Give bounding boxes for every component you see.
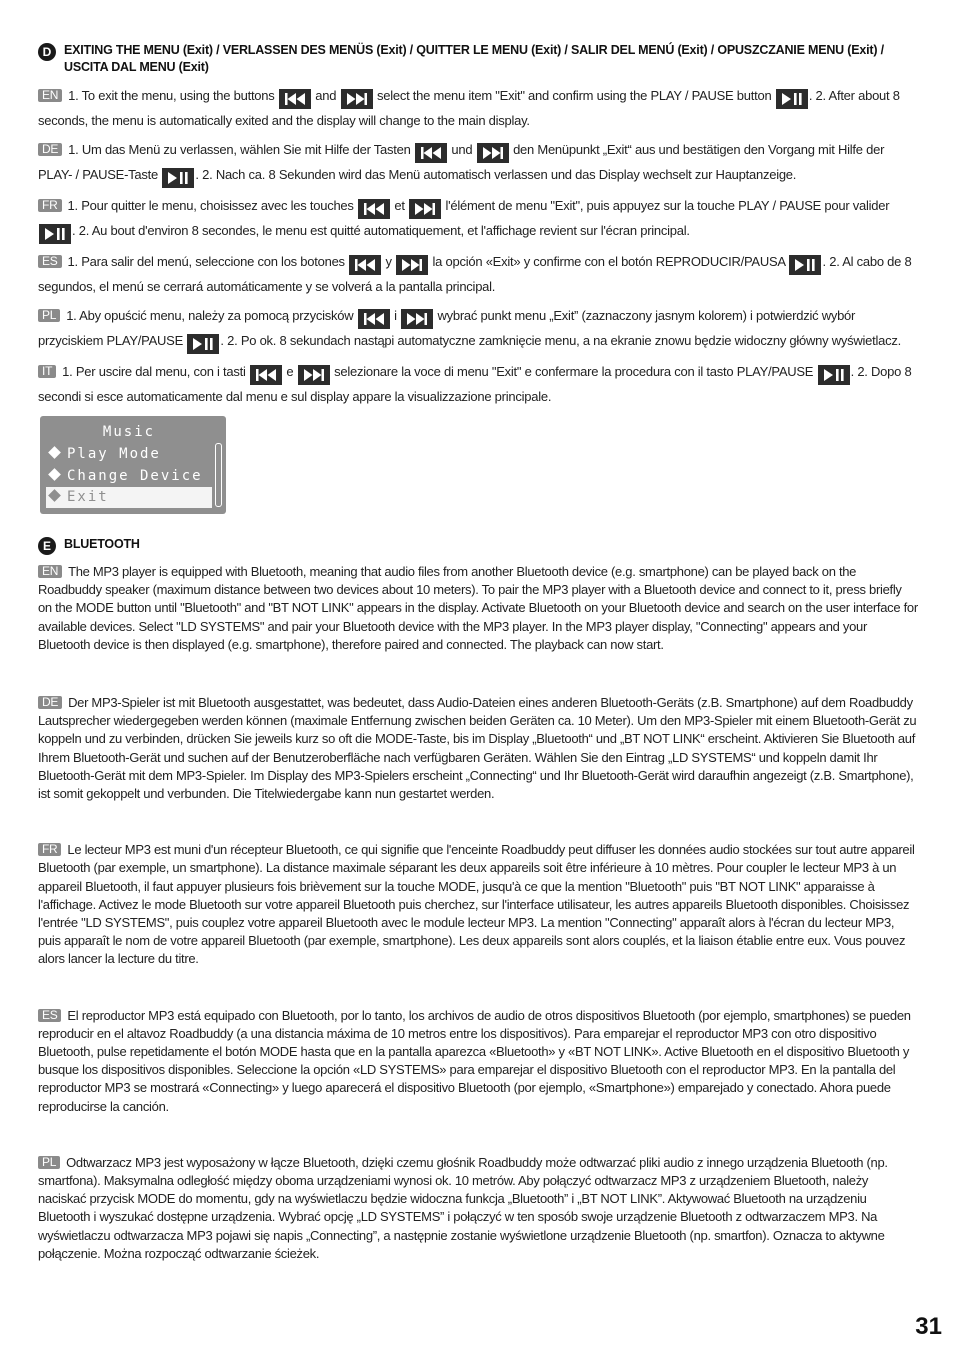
- next-track-icon: [409, 199, 441, 219]
- bluetooth-paragraph-de: [38, 694, 918, 803]
- section-e-title: BLUETOOTH: [64, 537, 140, 551]
- paragraph-text: 1. Um das Menü zu verlassen, wählen Sie mit Hilfe der Tasten: [68, 142, 411, 157]
- paragraph-text: Der MP3-Spieler ist mit Bluetooth ausgestattet, was bedeutet, dass Audio-Dateien eines anderen Bluetooth-Geräts (z.B. Smartphone) auf dem Roadbuddy Lautsprecher wiedergegeben werden können (maximale Entfernung zwischen beiden Geräten ca. 10 Meter). Um den MP3-Spieler mit einem Bluetooth-Gerät zu koppeln und zu verbinden, drücken Sie jeweils kurz so oft die MODE-Taste, bis im Display „Bluetooth“ und „BT NOT LINK“ erscheint. Aktivieren Sie Bluetooth auf Ihrem Bluetooth-Gerät und suchen auf der Benutzeroberfläche nach verfügbaren Geräten. Wählen Sie den Eintrag „LD SYSTEMS“ und koppeln damit Ihr Bluetooth-Gerät mit dem MP3-Spieler. Im Display des MP3-Spielers erscheint „Connecting“ und Ihr Bluetooth-Gerät wird daraufhin angezeigt (z.B. Smartphone), ist somit gekoppelt und verbunden. Die Titelwiedergabe kann nun gestartet werden.: [38, 695, 917, 802]
- next-track-icon: [298, 365, 330, 385]
- language-badge: FR: [38, 843, 61, 856]
- section-d-title: EXITING THE MENU (Exit) / VERLASSEN DES MENÜS (Exit) / QUITTER LE MENU (Exit) / SALIR DEL MENÚ (Exit) / OPUSZCZANIE MENU (Exit) / USCITA DAL MENU (Exit): [64, 43, 884, 74]
- language-badge: ES: [38, 255, 62, 268]
- bluetooth-paragraph-fr: [38, 841, 918, 968]
- paragraph-text: . 2. After about 8 seconds, the menu is automatically exited and the display will change to the main display.: [38, 88, 900, 128]
- paragraph-text: selezionare la voce di menu "Exit" e confermare la procedura con il tasto PLAY/PAUSE: [334, 364, 814, 379]
- paragraph-text: 1. Per uscire dal menu, con i tasti: [62, 364, 246, 379]
- diamond-bullet-icon: [48, 468, 61, 481]
- diamond-bullet-icon: [48, 489, 61, 502]
- menu-display-illustration: [40, 416, 226, 514]
- previous-track-icon: [358, 309, 390, 329]
- paragraph-text: la opción «Exit» y confirme con el botón REPRODUCIR/PAUSA: [432, 254, 786, 269]
- paragraph-text: 1. Para salir del menú, seleccione con los botones: [67, 254, 345, 269]
- exit-paragraph-it: [38, 360, 918, 408]
- language-badge: IT: [38, 365, 56, 378]
- paragraph-text: . 2. Po ok. 8 sekundach nastąpi automatyczne zamknięcie menu, a na ekranie znowu będzie widoczny główny wyświetlacz.: [220, 333, 901, 348]
- manual-page: [38, 42, 918, 1263]
- section-d-header: [38, 42, 918, 76]
- paragraph-text: i: [394, 308, 397, 323]
- paragraph-text: . 2. Dopo 8 secondi si esce automaticamente dal menu e sul display appare la visualizzazione principale.: [38, 364, 912, 404]
- paragraph-text: Odtwarzacz MP3 jest wyposażony w łącze Bluetooth, dzięki czemu głośnik Roadbuddy może odtwarzać pliki audio z innego urządzenia Bluetooth (np. smartfona). Maksymalna odległość między oboma urządzeniami wynosi ok. 10 metrów. Aby połączyć odtwarzacz MP3 z urządzeniem Bluetooth, należy naciskać przycisk MODE do momentu, gdy na wyświetlaczu będzie widoczna funkcja „Bluetooth” i „BT NOT LINK”. Aktywować Bluetooth na urządzeniu Bluetooth i wyszukać dostępne urządzenia. Wybrać opcję „LD SYSTEMS” i połączyć w ten sposób swoje urządzenie Bluetooth z odtwarzaczem MP3. Na wyświetlaczu odtwarzacza MP3 pojawi się napis „Connecting”, a następnie zostanie wyświetlone urządzenie Bluetooth (np. smartfon). Oznacza to aktywne połączenie. Można rozpocząć odtwarzanie ścieżek.: [38, 1154, 888, 1261]
- display-item-exit-selected: Exit: [46, 487, 212, 508]
- language-badge: PL: [38, 1156, 60, 1169]
- paragraph-text: et: [394, 198, 405, 213]
- paragraph-text: Le lecteur MP3 est muni d'un récepteur Bluetooth, ce qui signifie que l'enceinte Roadbuddy peut diffuser les données audio stockées sur tout autre appareil Bluetooth (par exemple, un smartphone). La distance maximale séparant les deux appareils soit être inférieure à 10 mètres. Pour coupler le lecteur MP3 à un appareil Bluetooth, il faut appuyer plusieurs fois brièvement sur la touche MODE, jusqu'à ce que la mention "Bluetooth" puis "BT NOT LINK" apparaisse à l'affichage. Activez le mode Bluetooth sur votre appareil Bluetooth puis cherchez, sur l'interface utilisateur, les autres appareils Bluetooth disponibles. Choisissez l'entrée "LD SYSTEMS", puis couplez votre appareil Bluetooth avec le module lecteur MP3. La mention "Connecting" apparaît alors à l'écran du lecteur MP3, puis apparaît le nom de votre appareil Bluetooth (par exemple, smartphone). Les deux appareils sont alors couplés, et la liaison établie entre eux. Vous pouvez alors lancer la lecture du titre.: [38, 842, 915, 967]
- play-pause-icon: [39, 224, 71, 244]
- language-badge: DE: [38, 143, 62, 156]
- play-pause-icon: [162, 168, 194, 188]
- paragraph-text: 1. To exit the menu, using the buttons: [68, 88, 275, 103]
- next-track-icon: [401, 309, 433, 329]
- previous-track-icon: [358, 199, 390, 219]
- display-item-change-device: Change Device: [46, 466, 212, 487]
- paragraph-text: y: [385, 254, 392, 269]
- diamond-bullet-icon: [48, 446, 61, 459]
- previous-track-icon: [250, 365, 282, 385]
- paragraph-text: El reproductor MP3 está equipado con Bluetooth, por lo tanto, los archivos de audio de otros dispositivos Bluetooth (por ejemplo, smartphones) se pueden reproducir en el altavoz Roadbuddy (a una distancia máxima de 10 metros entre los dispositivos). Para emparejar el reproductor MP3 con otro dispositivo Bluetooth, pulse repetidamente el botón MODE hasta que en la pantalla aparezca «Bluetooth» y «BT NOT LINK». Active Bluetooth en el dispositivo Bluetooth y busque los dispositivos disponibles. Seleccione la opción «LD SYSTEMS» para emparejar el dispositivo Bluetooth con el reproductor MP3. En la pantalla del reproductor MP3 se mostrará «Connecting» y luego aparecerá el dispositivo Bluetooth (por ejemplo, «Smartphone») emparejado y conectado. Ahora puede reproducirse la canción.: [38, 1007, 911, 1114]
- display-scrollbar: [215, 443, 222, 507]
- exit-paragraph-fr: [38, 194, 918, 244]
- bluetooth-paragraph-pl: [38, 1154, 918, 1263]
- bluetooth-paragraph-es: [38, 1007, 918, 1116]
- next-track-icon: [341, 89, 373, 109]
- paragraph-text: and: [315, 88, 337, 103]
- paragraph-text: 1. Pour quitter le menu, choisissez avec les touches: [67, 198, 354, 213]
- language-badge: PL: [38, 309, 60, 322]
- page-number: 31: [915, 1313, 942, 1340]
- play-pause-icon: [789, 255, 821, 275]
- section-e-letter: E: [38, 537, 56, 555]
- play-pause-icon: [776, 89, 808, 109]
- previous-track-icon: [279, 89, 311, 109]
- section-d-letter: D: [38, 43, 56, 61]
- play-pause-icon: [187, 334, 219, 354]
- display-item-play-mode: Play Mode: [46, 444, 212, 465]
- language-badge: EN: [38, 89, 62, 102]
- paragraph-text: den Menüpunkt „Exit“ aus und bestätigen den Vorgang mit Hilfe der PLAY- / PAUSE-Taste: [38, 142, 885, 182]
- language-badge: DE: [38, 696, 62, 709]
- paragraph-text: und: [451, 142, 473, 157]
- previous-track-icon: [415, 143, 447, 163]
- language-badge: FR: [38, 199, 62, 212]
- exit-paragraph-en: [38, 84, 918, 132]
- language-badge: ES: [38, 1009, 61, 1022]
- bluetooth-paragraph-en: [38, 563, 918, 654]
- paragraph-text: . 2. Au bout d'environ 8 secondes, le menu est quitté automatiquement, et l'affichage revient sur l'écran principal.: [72, 223, 690, 238]
- exit-paragraph-de: [38, 138, 918, 188]
- paragraph-text: wybrać punkt menu „Exit” (zaznaczony jasnym kolorem) i potwierdzić wybór przyciskiem PLAY/PAUSE: [38, 308, 856, 348]
- paragraph-text: l'élément de menu "Exit", puis appuyez sur la touche PLAY / PAUSE pour valider: [445, 198, 890, 213]
- next-track-icon: [477, 143, 509, 163]
- paragraph-text: 1. Aby opuścić menu, należy za pomocą przycisków: [66, 308, 354, 323]
- section-e-header: [38, 536, 918, 555]
- paragraph-text: e: [286, 364, 294, 379]
- exit-menu-paragraphs: [38, 84, 918, 408]
- paragraph-text: The MP3 player is equipped with Bluetooth, meaning that audio files from another Bluetooth device (e.g. smartphone) can be played back on the Roadbuddy speaker (maximum distance between two devices about 10 meters). To pair the MP3 player with a Bluetooth device and connect to it, press briefly on the MODE button until "Bluetooth" and "BT NOT LINK" appears in the display. Activate Bluetooth on your Bluetooth device and search on the user interface for available devices. Select "LD SYSTEMS" and pair your Bluetooth device with the MP3 player. In the MP3 player display, "Connecting" appears and your Bluetooth device is then displayed (e.g. smartphone), therefore paired and connected. The playback can now start.: [38, 564, 918, 652]
- play-pause-icon: [818, 365, 850, 385]
- exit-paragraph-pl: [38, 304, 918, 354]
- previous-track-icon: [349, 255, 381, 275]
- paragraph-text: . 2. Nach ca. 8 Sekunden wird das Menü automatisch verlassen und das Display wechselt zur Hauptanzeige.: [195, 167, 797, 182]
- paragraph-text: select the menu item "Exit" and confirm using the PLAY / PAUSE button: [376, 88, 772, 103]
- exit-paragraph-es: [38, 250, 918, 298]
- bluetooth-paragraphs: [38, 563, 918, 1263]
- next-track-icon: [396, 255, 428, 275]
- paragraph-text: . 2. Al cabo de 8 segundos, el menú se cerrará automáticamente y se volverá a la pantalla principal.: [38, 254, 912, 294]
- language-badge: EN: [38, 565, 62, 578]
- display-title: Music: [102, 424, 156, 440]
